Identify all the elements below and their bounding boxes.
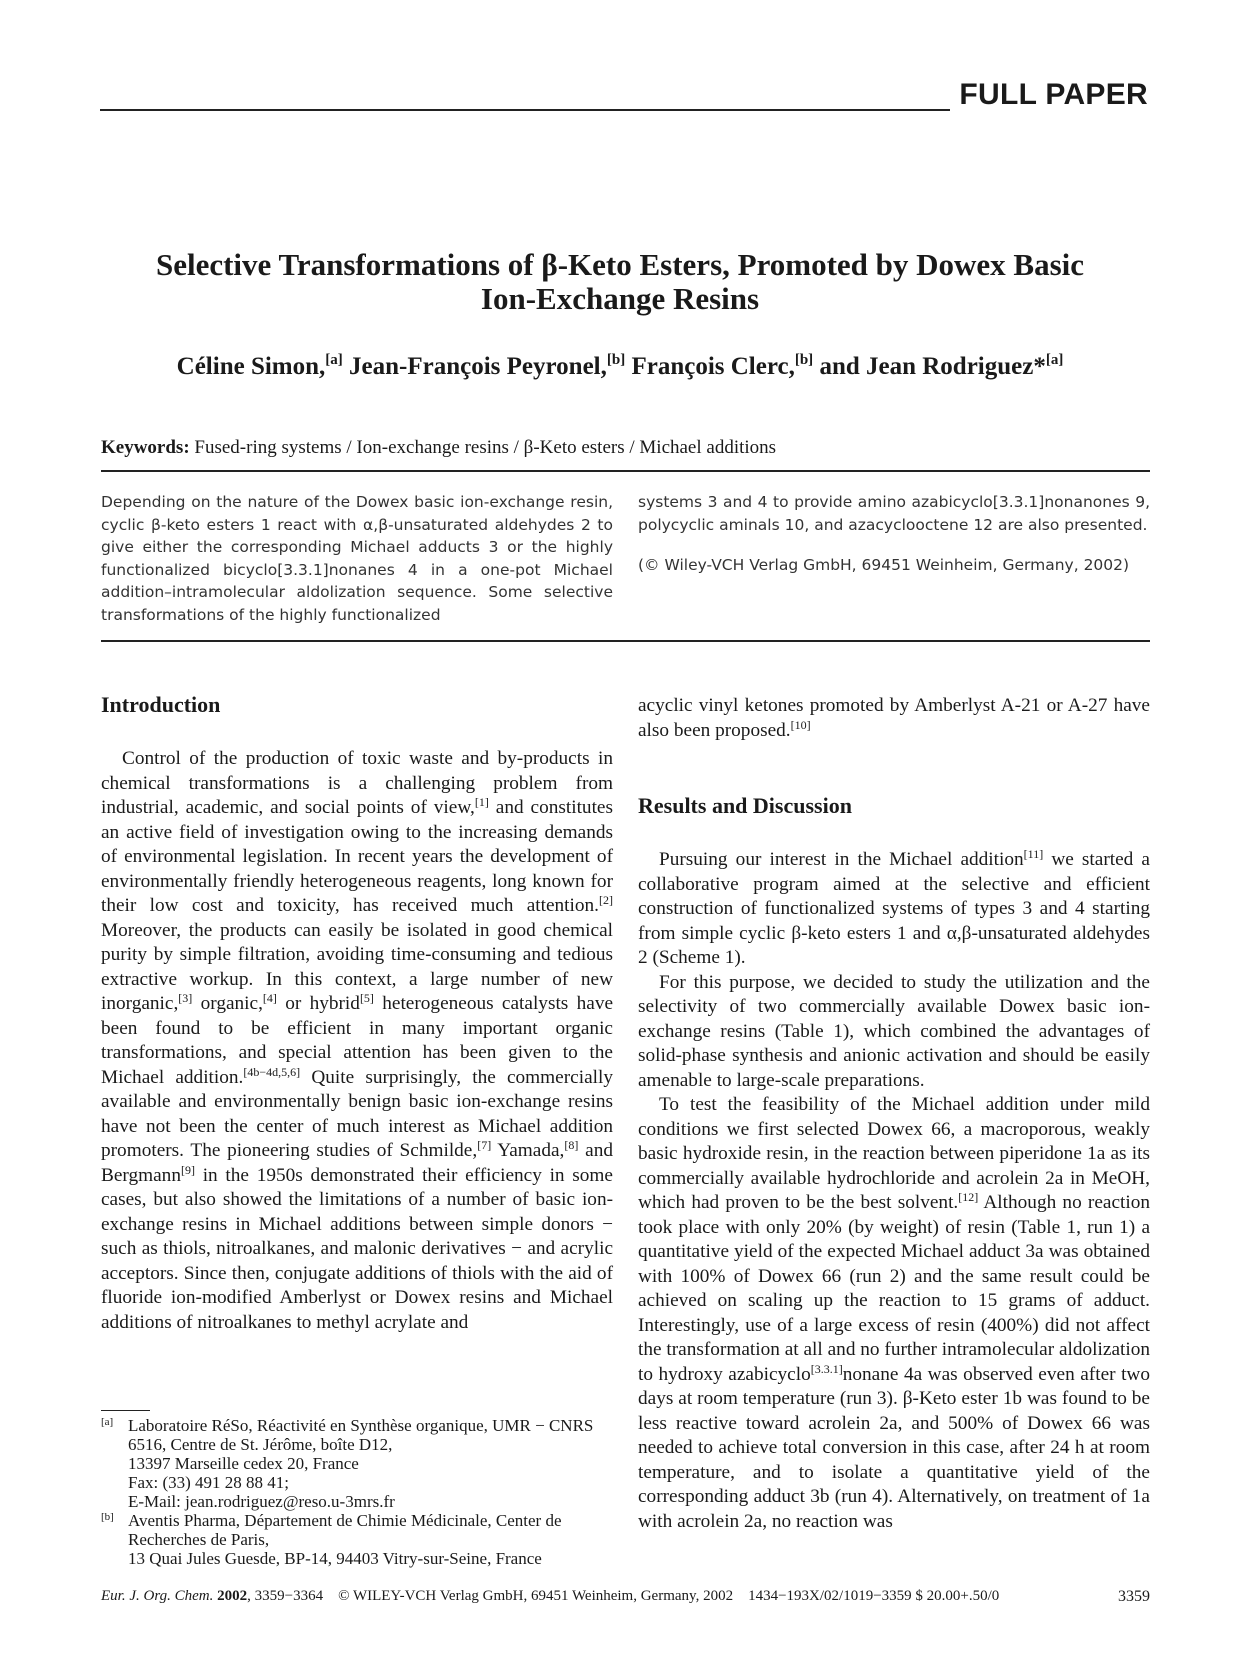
section-heading-introduction: Introduction bbox=[101, 692, 221, 717]
citation-marker[interactable]: [11] bbox=[1023, 847, 1044, 861]
author-name: François Clerc, bbox=[631, 353, 795, 380]
author-affiliation: [b] bbox=[606, 352, 626, 368]
footnote-affiliation-a bbox=[101, 1416, 621, 1511]
publisher-copyright: © WILEY-VCH Verlag GmbH, 69451 Weinheim, Germany, 2002 bbox=[338, 1588, 734, 1604]
citation-marker[interactable]: [8] bbox=[564, 1138, 579, 1152]
author-list bbox=[100, 352, 1140, 382]
paragraph: Pursuing our interest in the Michael addition[11] we started a collaborative program aimed at the selective and efficient construction of functionalized systems of types 3 and 4 starting from simple cyclic β-keto esters 1 and α,β-unsaturated aldehydes 2 (Scheme 1). bbox=[638, 847, 1150, 968]
keywords bbox=[101, 437, 776, 459]
author-affiliation: [a] bbox=[1045, 352, 1064, 368]
citation-marker[interactable]: [4] bbox=[262, 991, 277, 1005]
paragraph: For this purpose, we decided to study the utilization and the selectivity of two commercially available Dowex basic ion-exchange resins (Table 1), which combined the advantages of solid-phase synthesis and anionic activation and should be easily amenable to large-scale preparations. bbox=[638, 971, 1150, 1091]
abstract-right-column bbox=[638, 491, 1150, 577]
footnote-line: Fax: (33) 491 28 88 41; bbox=[128, 1473, 290, 1492]
issn: 1434−193X/02/1019−3359 $ 20.00+.50/0 bbox=[748, 1588, 1000, 1604]
results-body bbox=[638, 848, 1150, 1534]
citation-marker[interactable]: [1] bbox=[474, 795, 489, 809]
page-footer bbox=[101, 1588, 1150, 1605]
abstract-top-rule bbox=[101, 470, 1150, 472]
paragraph: Control of the production of toxic waste and by-products in chemical transformations is a challenging problem from industrial, academic, and social points of view,[1] and constitutes an active field of investigation owing to the increasing demands of environmental legislation. In recent years the development of environmentally friendly heterogeneous reagents, long known for their low cost and toxicity, has received much attention.[2] Moreover, the products can easily be isolated in good chemical purity by simple filtration, avoiding time-consuming and tedious extractive workup. In this context, a large number of new inorganic,[3] organic,[4] or hybrid[5] heterogeneous catalysts have been found to be efficient in many important organic transformations, and special attention has been given to the Michael addition.[4b−4d,5,6] Quite surprisingly, the commercially available and environmentally benign basic ion-exchange resins have not been the center of much interest as Michael addition promoters. The pioneering studies of Schmilde,[7] Yamada,[8] and Bergmann[9] in the 1950s demonstrated their efficiency in some cases, but also showed the limitations of a number of basic ion-exchange resins in Michael additions between simple donors − such as thiols, nitroalkanes, and malonic derivatives − and acrylic acceptors. Since then, conjugate additions of thiols with the aid of fluoride ion-modified Amberlyst or Dowex resins and Michael additions of nitroalkanes to methyl acrylate and bbox=[101, 748, 614, 1333]
header-rule bbox=[100, 109, 950, 111]
page-number: 3359 bbox=[1118, 1588, 1150, 1605]
citation-marker[interactable]: [3.3.1] bbox=[810, 1361, 843, 1376]
citation-marker[interactable]: [12] bbox=[958, 1190, 979, 1204]
abstract-text: systems 3 and 4 to provide amino azabicyclo[3.3.1]nonanones 9, polycyclic aminals 10, and azacyclooctene 12 are also presented. bbox=[638, 493, 1150, 534]
footnote-line: 13 Quai Jules Guesde, BP-14, 94403 Vitry-sur-Seine, France bbox=[128, 1549, 542, 1568]
continued-paragraph bbox=[638, 694, 1150, 743]
footnote-email[interactable]: E-Mail: jean.rodriguez@reso.u-3mrs.fr bbox=[128, 1492, 395, 1511]
author-affiliation: [b] bbox=[794, 352, 814, 368]
footnote-line: Laboratoire RéSo, Réactivité en Synthèse organique, UMR − CNRS 6516, Centre de St. Jérôme, boîte D12, bbox=[128, 1416, 594, 1454]
abstract-bottom-rule bbox=[101, 640, 1150, 642]
section-heading-results: Results and Discussion bbox=[638, 793, 852, 818]
journal-name: Eur. J. Org. Chem. bbox=[101, 1588, 214, 1604]
footnote-line: 13397 Marseille cedex 20, France bbox=[128, 1454, 359, 1473]
abstract-text: Depending on the nature of the Dowex basic ion-exchange resin, cyclic β-keto esters 1 react with α,β-unsaturated aldehydes 2 to give either the corresponding Michael adducts 3 or the highly functionalized bicyclo[3.3.1]nonanes 4 in a one-pot Michael addition–intramolecular aldolization sequence. Some selective transformations of the highly functionalized bbox=[101, 493, 613, 624]
paper-title: Selective Transformations of β-Keto Esters, Promoted by Dowex Basic Ion-Exchange Resins bbox=[155, 247, 1085, 316]
paragraph: acyclic vinyl ketones promoted by Amberlyst A-21 or A-27 have also been proposed.[10] bbox=[638, 695, 1150, 741]
citation-marker[interactable]: [10] bbox=[790, 717, 811, 732]
citation-marker[interactable]: [9] bbox=[180, 1162, 195, 1177]
citation-marker[interactable]: [5] bbox=[359, 991, 374, 1005]
citation-marker[interactable]: [3] bbox=[178, 991, 193, 1005]
keywords-text: Fused-ring systems / Ion-exchange resins / β-Keto esters / Michael additions bbox=[194, 437, 777, 458]
citation-marker[interactable]: [4b−4d,5,6] bbox=[243, 1064, 301, 1079]
footnote-line: Aventis Pharma, Département de Chimie Médicinale, Center de Recherches de Paris, bbox=[128, 1511, 562, 1549]
introduction-body bbox=[101, 747, 613, 1335]
keywords-label: Keywords: bbox=[101, 437, 190, 458]
footnote-mark: [b] bbox=[101, 1511, 114, 1523]
footnote-rule bbox=[101, 1410, 150, 1411]
abstract-copyright: (© Wiley-VCH Verlag GmbH, 69451 Weinheim, Germany, 2002) bbox=[638, 556, 1130, 575]
author-name: and Jean Rodriguez* bbox=[819, 353, 1046, 380]
journal-year: 2002 bbox=[217, 1588, 248, 1604]
footnote-affiliation-b bbox=[101, 1511, 621, 1568]
author-affiliation: [a] bbox=[325, 352, 343, 368]
section-label: FULL PAPER bbox=[959, 78, 1148, 111]
paragraph: To test the feasibility of the Michael addition under mild conditions we first selected Dowex 66, a macroporous, weakly basic hydroxide resin, in the reaction between piperidone 1a as its commercially available hydrochloride and acrolein 2a in MeOH, which had proven to be the best solvent.[12] Although no reaction took place with only 20% (by weight) of resin (Table 1, run 1) a quantitative yield of the expected Michael adduct 3a was obtained with 100% of Dowex 66 (run 2) and the same result could be achieved on scaling up the reaction to 15 grams of adduct. Interestingly, use of a large excess of resin (400%) did not affect the transformation at all and no further intramolecular aldolization to hydroxy azabicyclo[3.3.1]nonane 4a was observed even after two days at room temperature (run 3). β-Keto ester 1b was found to be less reactive toward acrolein 2a, and 500% of Dowex 66 was needed to achieve total conversion in this case, after 24 h at room temperature, and to isolate a quantitative yield of the corresponding adduct 3b (run 4). Alternatively, on treatment of 1a with acrolein 2a, no reaction was bbox=[638, 1094, 1151, 1532]
citation-marker[interactable]: [7] bbox=[477, 1138, 492, 1152]
citation-marker[interactable]: [2] bbox=[599, 893, 613, 907]
footnote-mark: [a] bbox=[101, 1416, 114, 1428]
page-range: , 3359−3364 bbox=[247, 1588, 324, 1604]
author-name: Céline Simon, bbox=[176, 353, 326, 380]
abstract-left-column bbox=[101, 491, 613, 627]
author-name: Jean-François Peyronel, bbox=[349, 353, 607, 380]
